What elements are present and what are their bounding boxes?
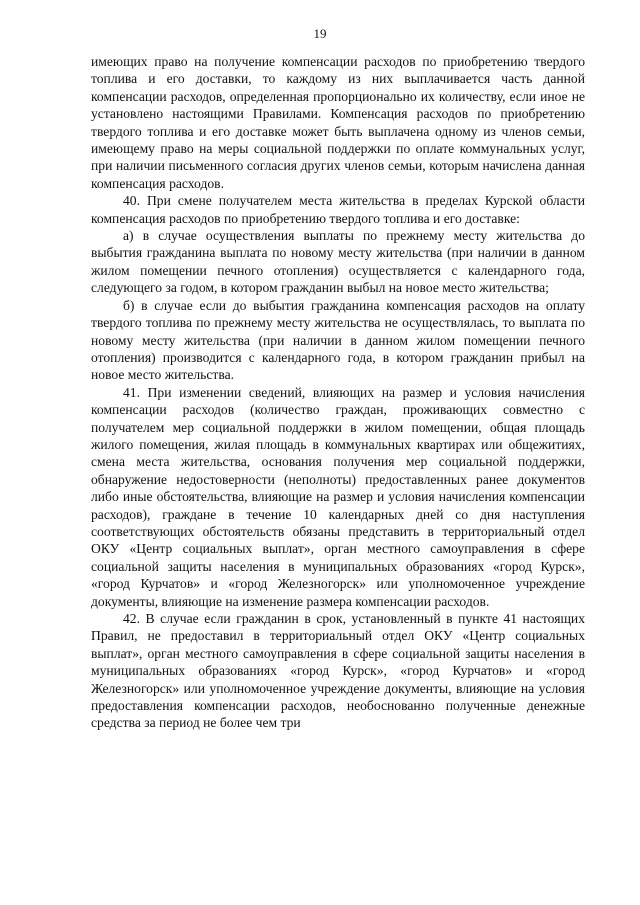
paragraph-item-42: 42. В случае если гражданин в срок, установленный в пункте 41 настоящих Правил, не предоставил в территориальный отдел ОКУ «Центр социальных выплат», орган местного самоуправления в сфере социальной защиты населения в муниципальных образованиях «город Курск», «город Курчатов» и «город Железногорск» или уполномоченное учреждение документы, влияющие на условия предоставления компенсации расходов, необоснованно полученные денежные средства за период не более чем три [91,611,585,731]
paragraph-item-40: 40. При смене получателем места жительства в пределах Курской области компенсация расходов по приобретению твердого топлива и его доставке: [91,193,585,226]
paragraph-item-40-a: а) в случае осуществления выплаты по прежнему месту жительства до выбытия гражданина выплата по новому месту жительства (при наличии в данном жилом помещении печного отопления) осуществляется с календарного года, следующего за годом, в котором гражданин выбыл на новое место жительства; [91,228,585,296]
page-number: 19 [313,26,327,41]
paragraph-item-41: 41. При изменении сведений, влияющих на размер и условия начисления компенсации расходов (количество граждан, проживающих совместно с получателем мер социальной поддержки в жилом помещении, общая площадь жилого помещения, жилая площадь в коммунальных квартирах или общежитиях, смена места жительства, основания получения мер социальной поддержки, обнаружение недостоверности (неполноты) предоставленных ранее документов либо иные обстоятельства, влияющие на размер и условия начисления компенсации расходов), граждане в течение 10 календарных дней со дня наступления соответствующих обстоятельств обязаны представить в территориальный отдел ОКУ «Центр социальных выплат», орган местного самоуправления в сфере социальной защиты населения в муниципальных образованиях «город Курск», «город Курчатов» и «город Железногорск» или уполномоченное учреждение документы, влияющие на изменение размера компенсации расходов. [91,384,585,609]
paragraph-item-40-b: б) в случае если до выбытия гражданина компенсация расходов на оплату твердого топлива по прежнему месту жительства не осуществлялась, то выплата по новому месту жительства (при наличии в данном жилом помещении печного отопления) производится с календарного года, в котором гражданин прибыл на новое место жительства. [91,297,585,383]
paragraph-continuation: имеющих право на получение компенсации расходов по приобретению твердого топлива и его доставки, то каждому из них выплачивается часть данной компенсации расходов, определенная пропорционально их количеству, если иное не установлено настоящими Правилами. Компенсация расходов по приобретению твердого топлива и его доставке может быть выплачена одному из членов семьи, имеющему право на меры социальной поддержки по оплате коммунальных услуг, при наличии письменного согласия других членов семьи, которым начислена данная компенсация расходов. [91,54,585,191]
document-body [91,53,585,732]
